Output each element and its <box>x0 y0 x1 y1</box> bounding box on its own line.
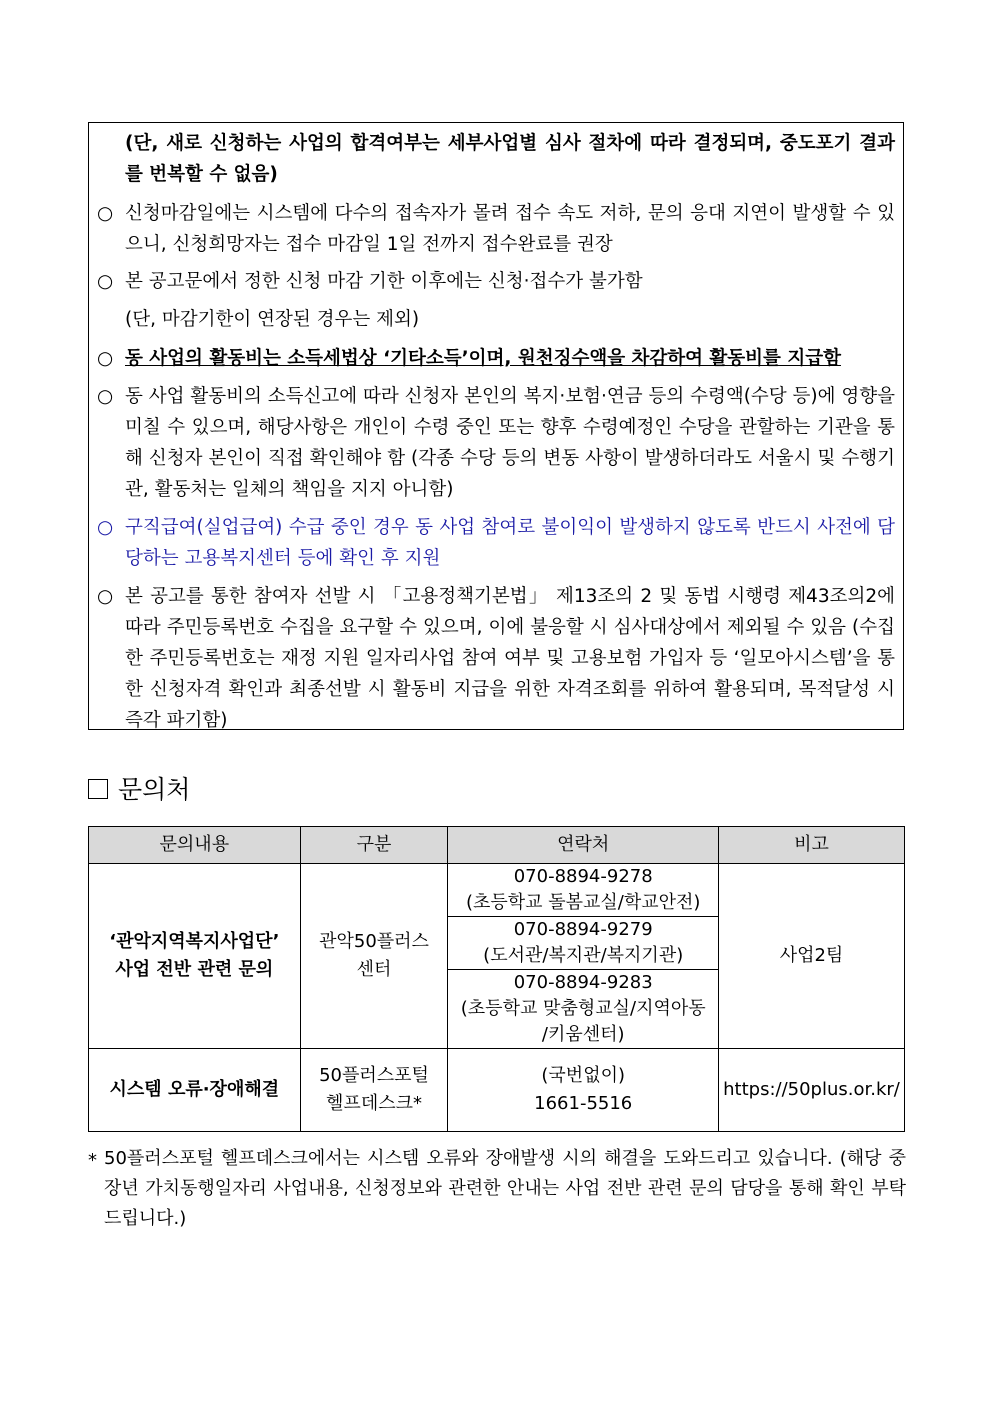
notice-item <box>97 198 895 260</box>
circle-bullet-icon: ○ <box>97 348 114 369</box>
notice-item <box>97 512 895 574</box>
item-text: 본 공고를 통한 참여자 선발 시 「고용정책기본법」 제13조의 2 및 동법 시행령 제43조의2에 따라 주민등록번호 수집을 요구할 수 있으며, 이에 불응할 시 심사대상에서 제외될 수 있음 (수집한 주민등록번호는 재정 지원 일자리사업 참여 여부 및 고용보험 가입자 등 ‘일모아시스템’을 통한 신청자격 확인과 최종선발 시 활동비 지급을 위한 자격조회를 위하여 활용되며, 목적달성 시 즉각 파기함) <box>125 586 895 731</box>
circle-bullet-icon: ○ <box>97 271 114 292</box>
contact-cell <box>448 864 719 917</box>
circle-bullet-icon: ○ <box>97 386 114 407</box>
phone-desc: (도서관/복지관/복지기관) <box>483 945 684 966</box>
notice-item <box>97 343 895 374</box>
category-line: 헬프데스크* <box>326 1093 422 1114</box>
category-line: 센터 <box>356 959 392 980</box>
notice-item <box>97 128 895 190</box>
content-cell: 시스템 오류·장애해결 <box>89 1049 301 1132</box>
content-line: 사업 전반 관련 문의 <box>115 959 274 980</box>
notice-item <box>97 581 895 736</box>
square-bullet-icon <box>88 779 108 799</box>
item-text: (단, 마감기한이 연장된 경우는 제외) <box>125 309 420 330</box>
footnote <box>88 1144 906 1234</box>
phone-desc: (초등학교 맞춤형교실/지역아동 <box>460 998 706 1019</box>
table-row <box>89 864 905 917</box>
phone-desc: (초등학교 돌봄교실/학교안전) <box>465 892 701 913</box>
category-line: 50플러스포털 <box>319 1065 429 1086</box>
category-cell <box>300 864 448 1049</box>
notice-item <box>97 304 895 335</box>
category-cell <box>300 1049 448 1132</box>
item-text: (단, 새로 신청하는 사업의 합격여부는 세부사업별 심사 절차에 따라 결정되며, 중도포기 결과를 번복할 수 없음) <box>125 133 895 185</box>
item-text: 구직급여(실업급여) 수급 중인 경우 동 사업 참여로 불이익이 발생하지 않도록 반드시 사전에 담당하는 고용복지센터 등에 확인 후 지원 <box>125 517 895 569</box>
circle-bullet-icon: ○ <box>97 203 114 224</box>
category-line: 관악50플러스 <box>319 931 429 952</box>
contact-cell <box>448 1049 719 1132</box>
note-cell: 사업2팀 <box>719 864 905 1049</box>
phone-number: 070-8894-9279 <box>513 919 653 940</box>
content-cell <box>89 864 301 1049</box>
contact-line: 1661-5516 <box>534 1093 633 1114</box>
note-cell: https://50plus.or.kr/ <box>719 1049 905 1132</box>
item-text: 본 공고문에서 정한 신청 마감 기한 이후에는 신청·접수가 불가함 <box>125 271 643 292</box>
notice-item <box>97 381 895 505</box>
section-title-text: 문의처 <box>118 775 191 804</box>
phone-desc: /키움센터) <box>541 1024 625 1045</box>
item-text: 동 사업 활동비의 소득신고에 따라 신청자 본인의 복지·보험·연금 등의 수령액(수당 등)에 영향을 미칠 수 있으며, 해당사항은 개인이 수령 중인 또는 향후 수령예정인 수당을 관할하는 기관을 통해 신청자 본인이 직접 확인해야 함 (각종 수당 등의 변동 사항이 발생하더라도 서울시 및 수행기관, 활동처는 일체의 책임을 지지 아니함) <box>125 386 895 500</box>
phone-number: 070-8894-9278 <box>513 866 653 887</box>
item-text: 동 사업의 활동비는 소득세법상 ‘기타소득’이며, 원천징수액을 차감하여 활동비를 지급함 <box>125 348 841 369</box>
header-cell: 구분 <box>300 827 448 864</box>
table-header-row <box>89 827 905 864</box>
notice-item <box>97 266 895 297</box>
contact-table <box>88 826 905 1132</box>
content-line: ‘관악지역복지사업단’ <box>109 931 280 952</box>
circle-bullet-icon: ○ <box>97 517 114 538</box>
footnote-text: 50플러스포털 헬프데스크에서는 시스템 오류와 장애발생 시의 해결을 도와드리고 있습니다. (해당 중장년 가치동행일자리 사업내용, 신청정보와 관련한 안내는 사업 전반 관련 문의 담당을 통해 확인 부탁드립니다.) <box>104 1148 906 1229</box>
header-cell: 비고 <box>719 827 905 864</box>
header-cell: 연락처 <box>448 827 719 864</box>
asterisk-icon: * <box>88 1150 97 1171</box>
circle-bullet-icon: ○ <box>97 586 114 607</box>
contact-cell <box>448 970 719 1049</box>
header-cell: 문의내용 <box>89 827 301 864</box>
contact-cell <box>448 917 719 970</box>
contact-line: (국번없이) <box>541 1065 625 1086</box>
table-row <box>89 1049 905 1132</box>
phone-number: 070-8894-9283 <box>513 972 653 993</box>
section-title <box>88 772 190 808</box>
item-text: 신청마감일에는 시스템에 다수의 접속자가 몰려 접수 속도 저하, 문의 응대 지연이 발생할 수 있으니, 신청희망자는 접수 마감일 1일 전까지 접수완료를 권장 <box>125 203 895 255</box>
notice-box <box>88 122 904 730</box>
